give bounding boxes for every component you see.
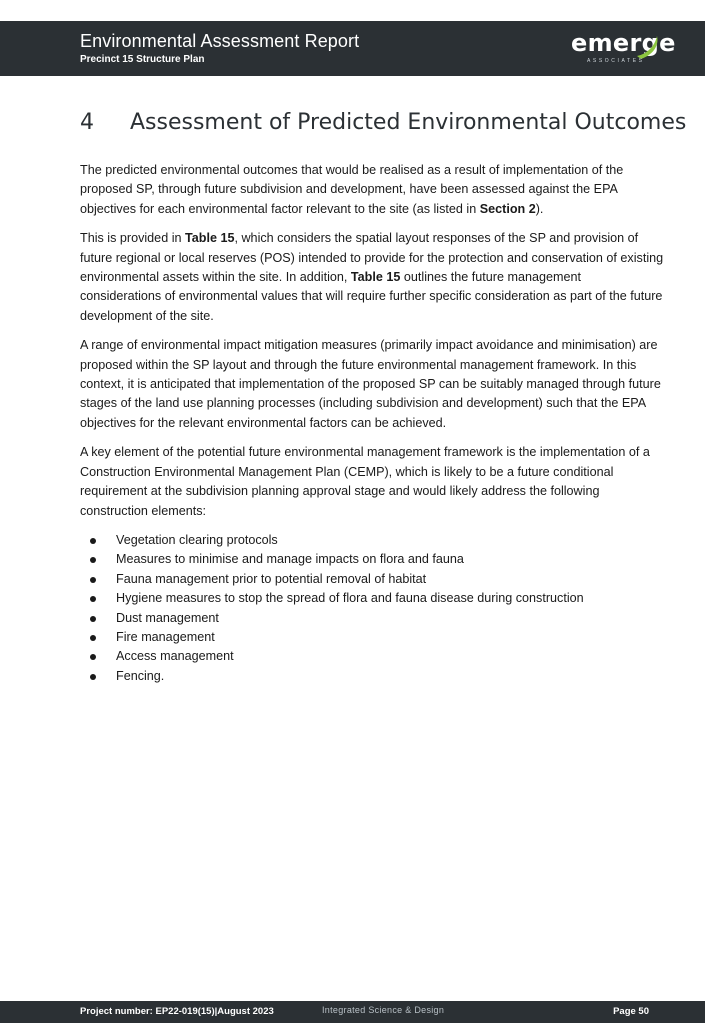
list-item [80,609,664,628]
list-item-text: Measures to minimise and manage impacts on flora and fauna [116,552,464,567]
emerge-logo [571,29,676,68]
paragraph-2 [80,229,664,326]
list-item [80,570,664,589]
footer-tagline: Integrated Science & Design [322,1005,445,1015]
table-reference: Table 15 [185,231,235,246]
p1-text-end: ). [535,201,544,216]
list-item [80,589,664,608]
section-number: 4 [80,110,94,135]
list-item-text: Vegetation clearing protocols [116,532,278,547]
page-header [0,21,705,76]
list-item [80,647,664,666]
bullet-icon [90,596,96,602]
bullet-icon [90,577,96,583]
p2-text-2: , which considers the spatial layout responses of the SP and provision of future regional or local reserves (POS) intended to provide for the protection and conservation of existing environmental assets within the site. In addition, [80,231,664,285]
bullet-icon [90,557,96,563]
list-item-text: Dust management [116,610,219,625]
section-reference: Section 2 [479,201,536,216]
list-item [80,550,664,569]
logo-wordmark: emerge [571,29,676,57]
list-item-text: Access management [116,649,234,664]
project-number: Project number: EP22-019(15)|August 2023 [80,1006,274,1017]
logo-tagline: ASSOCIATES [587,58,645,64]
list-item-text: Fire management [116,629,215,644]
page-number: Page 50 [613,1006,649,1017]
p2-text-1: This is provided in [80,231,185,246]
list-item [80,531,664,550]
list-item [80,667,664,686]
p1-text: The predicted environmental outcomes that would be realised as a result of implementation of the proposed SP, through future subdivision and development, have been assessed against the EPA objectives for each environmental factor relevant to the site (as listed in [80,163,624,216]
bullet-icon [90,538,96,544]
report-title: Environmental Assessment Report [80,31,360,51]
bullet-icon [90,635,96,641]
paragraph-4: A key element of the potential future environmental management framework is the implementation of a Construction Environmental Management Plan (CEMP), which is likely to be a future conditional requirement at the subdivision planning approval stage and would likely address the following construction elements: [80,445,650,518]
list-item-text: Fencing. [116,668,165,683]
list-item-text: Hygiene measures to stop the spread of flora and fauna disease during construction [116,591,584,606]
bullet-icon [90,654,96,660]
bullet-icon [90,674,96,680]
section-title: Assessment of Predicted Environmental Outcomes [130,110,687,135]
paragraph-1 [80,161,664,219]
p2-text-3: outlines the future management considerations of environmental values that will require further specific consideration as part of the future development of the site. [80,270,663,323]
body-text [80,161,664,686]
section-heading [80,110,686,135]
list-item-text: Fauna management prior to potential removal of habitat [116,571,427,586]
page-footer [0,1001,705,1023]
list-item [80,628,664,647]
table-reference: Table 15 [350,270,401,285]
paragraph-3: A range of environmental impact mitigation measures (primarily impact avoidance and minimisation) are proposed within the SP layout and through the future environmental management framework. In this context, it is anticipated that implementation of the proposed SP can be suitably managed through future stages of the land use planning processes (including subdivision and development) such that the EPA objectives for the relevant environmental factors can be achieved. [80,338,661,430]
report-subtitle: Precinct 15 Structure Plan [80,54,205,65]
construction-elements-list [80,531,664,686]
bullet-icon [90,616,96,622]
logo-swoosh-icon [633,34,663,60]
